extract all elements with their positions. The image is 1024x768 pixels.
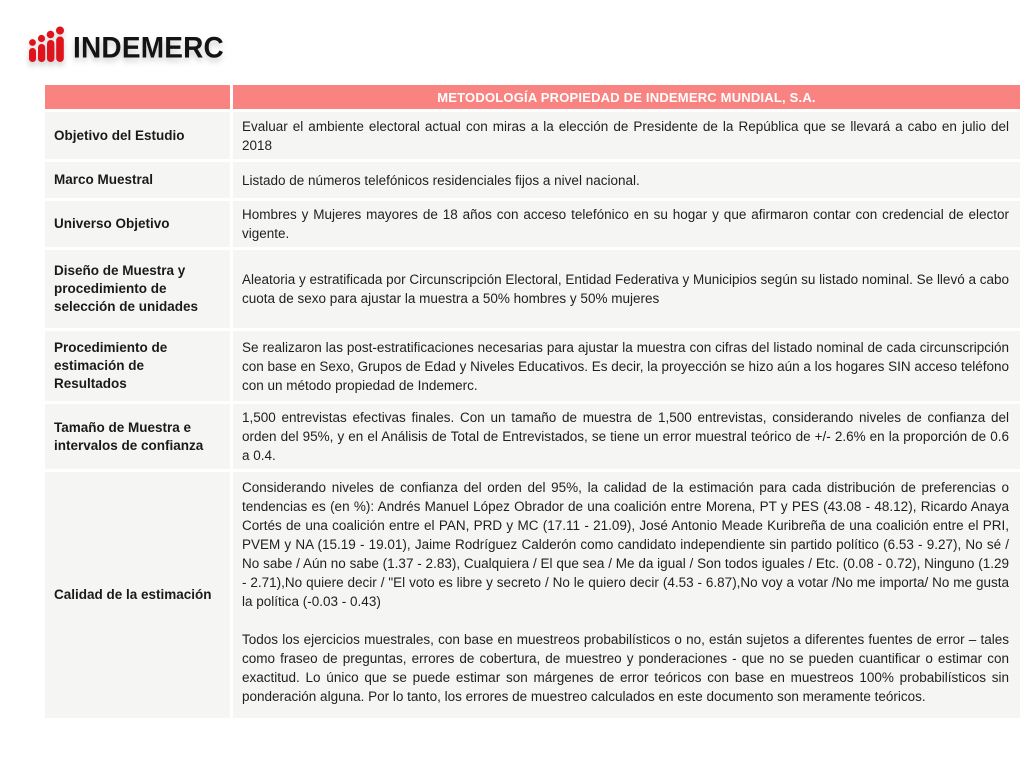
table-header-spacer	[45, 85, 230, 109]
row-label-objetivo: Objetivo del Estudio	[45, 112, 230, 159]
row-content-calidad-estimacion	[233, 472, 1020, 718]
row-content-marco-muestral: Listado de números telefónicos residenciales fijos a nivel nacional.	[233, 162, 1020, 198]
table-row	[45, 404, 1020, 469]
table-row	[45, 112, 1020, 159]
row-content-diseno-muestra: Aleatoria y estratificada por Circunscripción Electoral, Entidad Federativa y Municipios según su listado nominal. Se llevó a cabo cuota de sexo para ajustar la muestra a 50% hombres y 50% mujeres	[233, 250, 1020, 328]
indemerc-logo	[28, 20, 224, 62]
methodology-table	[42, 82, 1023, 721]
row-content-tamano-muestra: 1,500 entrevistas efectivas finales. Con un tamaño de muestra de 1,500 entrevistas, considerando niveles de confianza del orden del 95%, y en el Análisis de Total de Entrevistados, se tiene un error muestral teórico de +/- 2.6% en la proporción de 0.6 a 0.4.	[233, 404, 1020, 469]
people-bars-icon	[28, 20, 70, 62]
calidad-paragraph-1: Considerando niveles de confianza del orden del 95%, la calidad de la estimación para cada distribución de preferencias o tendencias es (en %): Andrés Manuel López Obrador de una coalición entre Morena, PT y PES (43.08 - 48.12), Ricardo Anaya Cortés de una coalición entre el PAN, PRD y MC (17.11 - 21.09), José Antonio Meade Kuribreña de una coalición entre el PRI, PVEM y NA (15.19 - 19.01), Jaime Rodríguez Calderón como candidato independiente sin partido político (6.53 - 9.27), No sé / No sabe / Aún no sabe (1.37 - 2.83), Cualquiera / El que sea / Me da igual / Son todos iguales / Etc. (0.08 - 0.72), Ninguno (1.29 - 2.71),No quiere decir / "El voto es libre y secreto / No le quiero decir (4.53 - 6.87),No voy a votar /No me importa/ No me gusta la política (-0.03 - 0.43)	[242, 480, 1009, 609]
row-content-universo: Hombres y Mujeres mayores de 18 años con acceso telefónico en su hogar y que afirmaron contar con credencial de elector vigente.	[233, 201, 1020, 247]
table-row	[45, 201, 1020, 247]
row-content-procedimiento-estimacion: Se realizaron las post-estratificaciones necesarias para ajustar la muestra con cifras del listado nominal de cada circunscripción con base en Sexo, Grupos de Edad y Niveles Educativos. Es decir, la proyección se hizo aún a los hogares SIN acceso teléfono con un método propiedad de Indemerc.	[233, 331, 1020, 401]
row-label-tamano-muestra: Tamaño de Muestra e intervalos de confianza	[45, 404, 230, 469]
table-header-title: METODOLOGÍA PROPIEDAD DE INDEMERC MUNDIAL, S.A.	[233, 85, 1020, 109]
table-row	[45, 162, 1020, 198]
row-label-procedimiento-estimacion: Procedimiento de estimación de Resultados	[45, 331, 230, 401]
calidad-paragraph-2: Todos los ejercicios muestrales, con base en muestreos probabilísticos o no, están sujetos a diferentes fuentes de error – tales como fraseo de preguntas, errores de cobertura, de muestreo y ponderaciones - que no se pueden cuantificar o estimar con exactitud. Lo único que se puede estimar son márgenes de error teóricos con base en muestreos 100% probabilísticos sin ponderación alguna. Por lo tanto, los errores de muestreo calculados en este documento son meramente teóricos.	[242, 632, 1009, 704]
table-row	[45, 331, 1020, 401]
row-label-calidad-estimacion: Calidad de la estimación	[45, 472, 230, 718]
table-row	[45, 250, 1020, 328]
indemerc-logo-text: INDEMERC	[73, 31, 224, 64]
row-label-universo: Universo Objetivo	[45, 201, 230, 247]
table-row	[45, 472, 1020, 718]
table-header-row	[45, 85, 1020, 109]
row-content-objetivo: Evaluar el ambiente electoral actual con miras a la elección de Presidente de la República que se llevará a cabo en julio del 2018	[233, 112, 1020, 159]
row-label-marco-muestral: Marco Muestral	[45, 162, 230, 198]
row-label-diseno-muestra: Diseño de Muestra y procedimiento de selección de unidades	[45, 250, 230, 328]
